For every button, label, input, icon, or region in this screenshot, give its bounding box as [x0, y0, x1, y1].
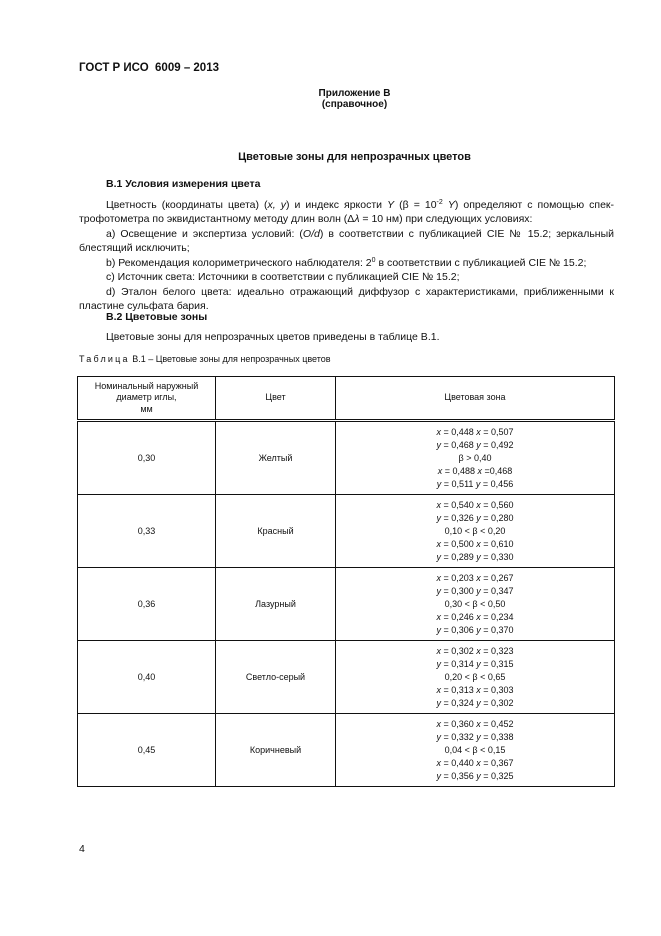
b2-paragraph: Цветовые зоны для непрозрачных цветов приведены в таблице В.1. — [106, 331, 440, 343]
cell-color: Красный — [216, 495, 336, 568]
cell-diameter: 0,36 — [78, 568, 216, 641]
b2-heading: В.2 Цветовые зоны — [106, 311, 208, 323]
cell-diameter: 0,33 — [78, 495, 216, 568]
b1-item-b: b) Рекомендация колориметрического наблюдателя: $2^0$ в соответствии с публикацией CIE № 15.2; — [106, 257, 587, 269]
cell-zone: x = 0,302 x = 0,323 y = 0,314 y = 0,315 0,20 < β < 0,65 x = 0,313 x = 0,303 y = 0,324 y = 0,302 — [336, 641, 615, 714]
table-caption-text: В.1 – Цветовые зоны для непрозрачных цветов — [129, 354, 331, 364]
cell-color: Лазурный — [216, 568, 336, 641]
section-title: Цветовые зоны для непрозрачных цветов — [238, 151, 471, 163]
cell-color: Желтый — [216, 421, 336, 495]
b1-intro-paragraph: Цветность (координаты цвета) (x, y) и индекс яркости Y ($\beta = 10^{-2}$ Y) определяют с помощью спек-трофотометра по эквидистантному методу длин волн (Δλ = 10 нм) при следующих условиях: — [79, 199, 615, 226]
b1-heading: В.1 Условия измерения цвета — [106, 178, 261, 190]
table-row — [78, 495, 615, 568]
cell-color: Светло-серый — [216, 641, 336, 714]
column-header-color: Цвет — [216, 377, 336, 421]
cell-diameter: 0,40 — [78, 641, 216, 714]
cell-zone: x = 0,448 x = 0,507 y = 0,468 y = 0,492 β > 0,40 x = 0,488 x =0,468 y = 0,511 y = 0,456 — [336, 421, 615, 495]
appendix-heading — [0, 88, 661, 110]
table-row — [78, 714, 615, 787]
document-code: ГОСТ Р ИСО 6009 – 2013 — [79, 62, 219, 74]
cell-diameter: 0,45 — [78, 714, 216, 787]
appendix-title: Приложение В — [318, 88, 391, 99]
cell-color: Коричневый — [216, 714, 336, 787]
color-zones-table — [77, 376, 615, 787]
table-caption-label: Таблица — [79, 354, 130, 364]
cell-zone: x = 0,360 x = 0,452 y = 0,332 y = 0,338 0,04 < β < 0,15 x = 0,440 x = 0,367 y = 0,356 y = 0,325 — [336, 714, 615, 787]
b1-item-d: d) Эталон белого цвета: идеально отражающий диффузор с характеристиками, приближенными к пластине сульфата бария. — [79, 286, 614, 313]
cell-diameter: 0,30 — [78, 421, 216, 495]
table-row — [78, 421, 615, 495]
cell-zone: x = 0,203 x = 0,267 y = 0,300 y = 0,347 0,30 < β < 0,50 x = 0,246 x = 0,234 y = 0,306 y = 0,370 — [336, 568, 615, 641]
column-header-zone: Цветовая зона — [336, 377, 615, 421]
b1-item-c: с) Источник света: Источники в соответствии с публикацией CIE № 15.2; — [106, 271, 460, 283]
page-number: 4 — [79, 843, 85, 855]
appendix-subtitle: (справочное) — [321, 99, 388, 110]
table-caption — [79, 354, 331, 364]
b1-item-a: а) Освещение и экспертиза условий: (O/d) в соответствии с публикацией CIE № 15.2; зеркальный блестящий исключить; — [79, 228, 614, 255]
table-row — [78, 641, 615, 714]
column-header-diameter: Номинальный наружный диаметр иглы, мм — [78, 377, 216, 421]
table-header-row — [78, 377, 615, 421]
table-row — [78, 568, 615, 641]
cell-zone: x = 0,540 x = 0,560 y = 0,326 y = 0,280 0,10 < β < 0,20 x = 0,500 x = 0,610 y = 0,289 y = 0,330 — [336, 495, 615, 568]
